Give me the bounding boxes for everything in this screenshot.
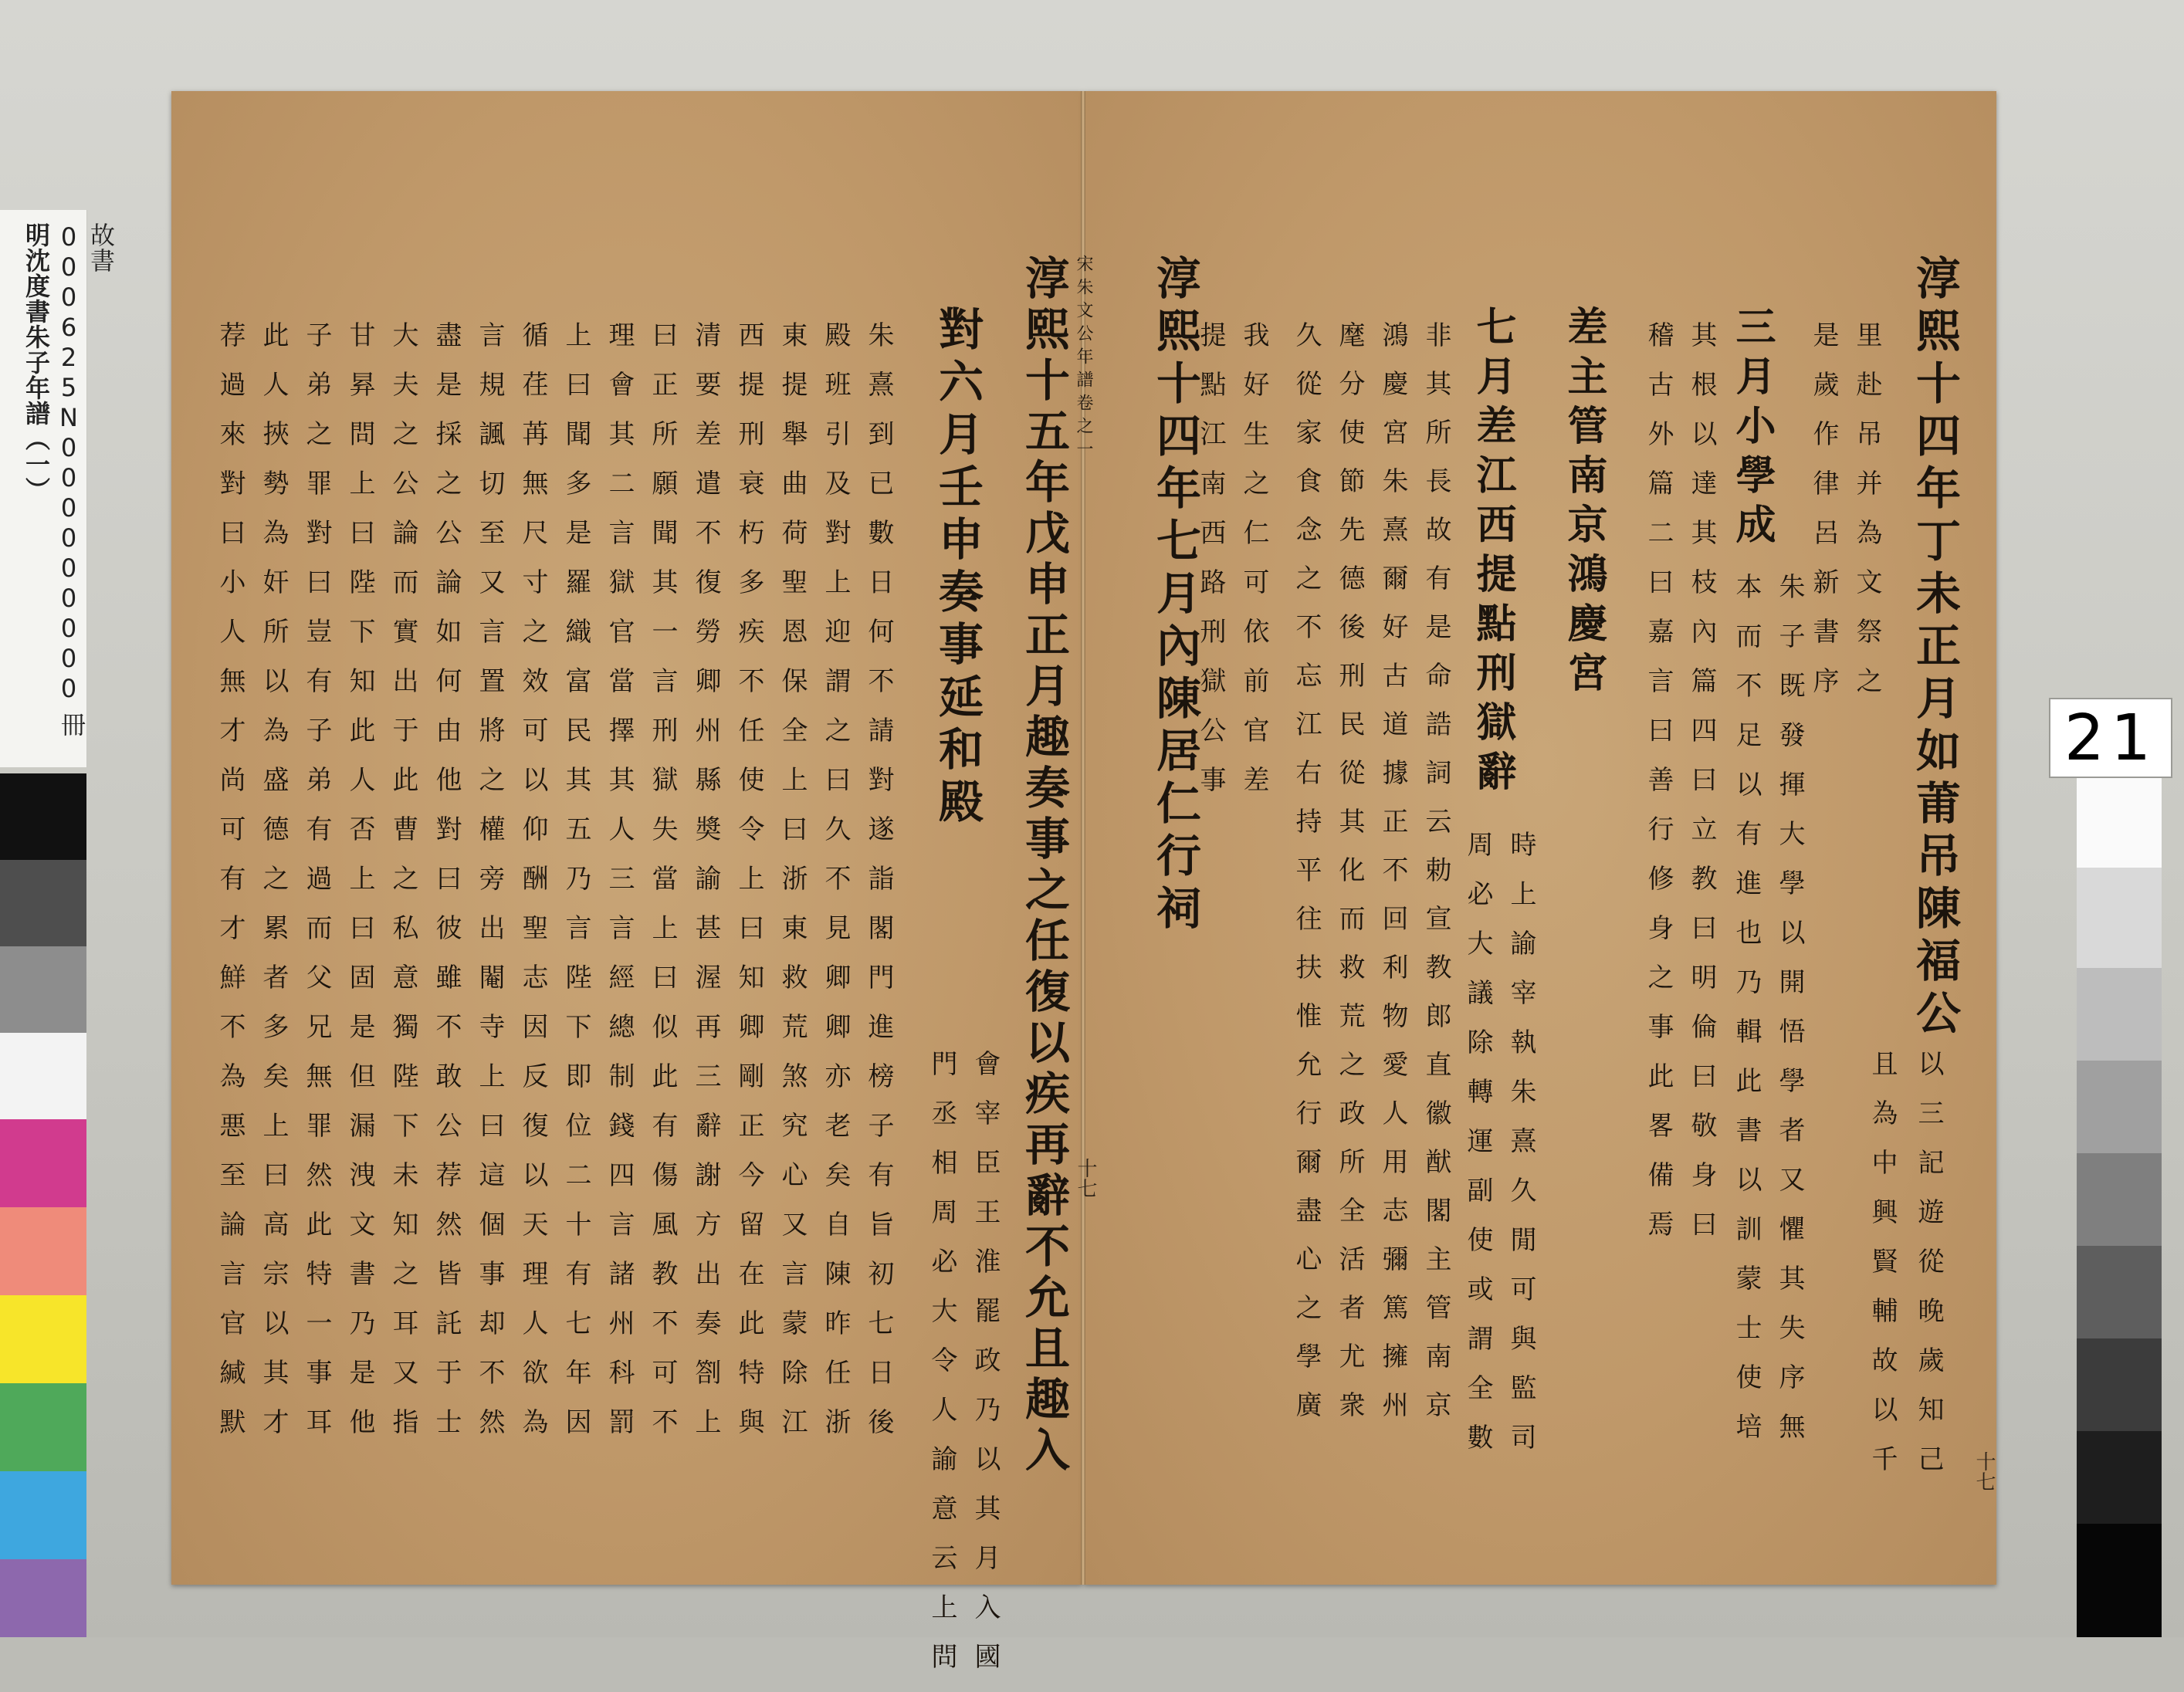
right-body2-line-3: 其根以達其枝內篇四曰立教曰明倫曰敬身曰 [1686,321,1717,1260]
right-body4-line-5: 麾分使節先德後刑民從其化而救荒之政所全活者尤衆 [1334,321,1365,1440]
left-body-line-2: 殿班引及對上迎謂之曰久不見卿卿亦老矣自陳昨任浙 [820,321,851,1457]
right-body2-line-4: 稽古外篇二曰嘉言曰善行修身之事此畧備焉 [1643,321,1674,1260]
left-body-line-6: 曰正所願聞其一言刑獄失當上曰似此有傷風教不可不 [647,321,678,1457]
left-body-line-9: 循荏苒無尺寸之效可以仰酬聖志因反復以天理人欲為 [517,321,548,1457]
right-heading1-note-1: 以三記遊從晚歲知己 [1913,1050,1944,1494]
left-book-title-folio: 宋朱文公年譜卷之一 [1074,255,1093,463]
catalog-title-text: 明沈度書朱子年譜（一） [22,222,51,503]
right-heading-4: 七月差江西提點刑獄辭 [1469,306,1516,800]
right-heading1-note-2: 且為中興賢輔故以千 [1867,1050,1898,1494]
right-body1-line-2: 是歲作律呂新書序 [1808,321,1839,716]
left-body-line-14: 子弟之罪對曰豈有子弟有過而父兄無罪然此特一事耳 [301,321,332,1457]
left-heading-2: 對六月壬申奏事延和殿 [931,306,984,831]
right-body4-line-1: 時上諭宰執朱熹久閒可與監司 [1505,831,1536,1473]
right-body1-line-1: 里赴吊并為文祭之 [1851,321,1882,716]
right-leaf [1084,91,1996,1585]
left-folio: 十七 [1074,1158,1097,1198]
left-body-line-5: 清要差遣不復勞卿州縣奬諭甚渥再三辭謝方出奏劄上 [690,321,721,1457]
left-body-line-8: 上曰聞多是羅織富民其五乃言陛下即位二十有七年因 [560,321,591,1457]
left-body-line-15: 此人挾勢為奸所以為盛德之累者多矣上曰高宗以其才 [258,321,289,1457]
left-heading-1: 淳熙十五年戊申正月趣奏事之任復以疾再辭不允且趣入 [1018,255,1070,1477]
right-body4-line-3: 非其所長故有是命誥詞云勅宣教郎直徽猷閣主管南京 [1420,321,1451,1440]
right-heading-5: 淳熙十四年七月內陳居仁行祠 [1149,255,1201,937]
left-body-line-13: 甘昪問上曰陛下知此人否上曰固是但漏洩文書乃是他 [344,321,375,1457]
right-body4-line-8: 提點江南西路刑獄公事 [1195,321,1226,815]
right-body2-line-1: 朱子既發揮大學以開悟學者又懼其失序無 [1774,573,1805,1462]
page-number-card: 21 [2049,698,2172,778]
left-body-line-3: 東提舉曲荷聖恩保全上曰浙東救荒煞究心又言蒙除江 [777,321,808,1457]
right-body4-line-6: 久從家食念之不忘江右持平往扶惟允行爾盡心之學廣 [1291,321,1322,1440]
right-heading-1: 淳熙十四年丁未正月如莆吊陳福公 [1908,255,1961,1042]
left-heading2-note-1: 會宰臣王淮罷政乃以其月入國 [970,1050,1001,1692]
left-heading2-note-2: 門丞相周必大令人諭意云上問 [926,1050,957,1692]
right-heading-2: 三月小學成 [1729,306,1776,553]
right-body4-line-4: 鴻慶宮朱熹爾好古道據正不回利物愛人用志彌篤擁州 [1377,321,1408,1440]
left-body-line-4: 西提刑衰朽多疾不任使令上曰知卿剛正今留在此特與 [733,321,764,1457]
right-folio: 十七 [1972,1451,1996,1491]
left-body-line-16: 荐過來對曰小人無才尚可有才鮮不為悪至論言官緘默 [215,321,245,1457]
left-body-line-12: 大夫之公論而實出于此曹之私意獨陛下未知之耳又指 [388,321,418,1457]
right-heading-3: 差主管南京鴻慶宮 [1560,306,1607,701]
right-body4-line-7: 我好生之仁可依前官差 [1238,321,1269,815]
left-body-line-11: 盡是採之公論如何由他對曰彼雖不敢公荐然皆託于士 [431,321,462,1457]
left-body-line-10: 言規諷切至又言置將之權旁出閹寺上曰這個事却不然 [474,321,505,1457]
catalog-label-card [0,210,116,767]
right-body4-line-2: 周必大議除轉運副使或謂全數 [1462,831,1493,1473]
right-body2-line-2: 本而不足以有進也乃輯此書以訓蒙士使培 [1731,573,1762,1462]
left-body-line-1: 朱熹到已數日何不請對遂詣閣門進榜子有旨初七日後 [863,321,894,1457]
catalog-id-text: 故書 000625N000000000 [54,222,116,704]
left-body-line-7: 理會其二言獄官當擇其人三言經總制錢四言諸州科罰 [604,321,635,1457]
catalog-volume-text: 冊 [57,712,86,737]
